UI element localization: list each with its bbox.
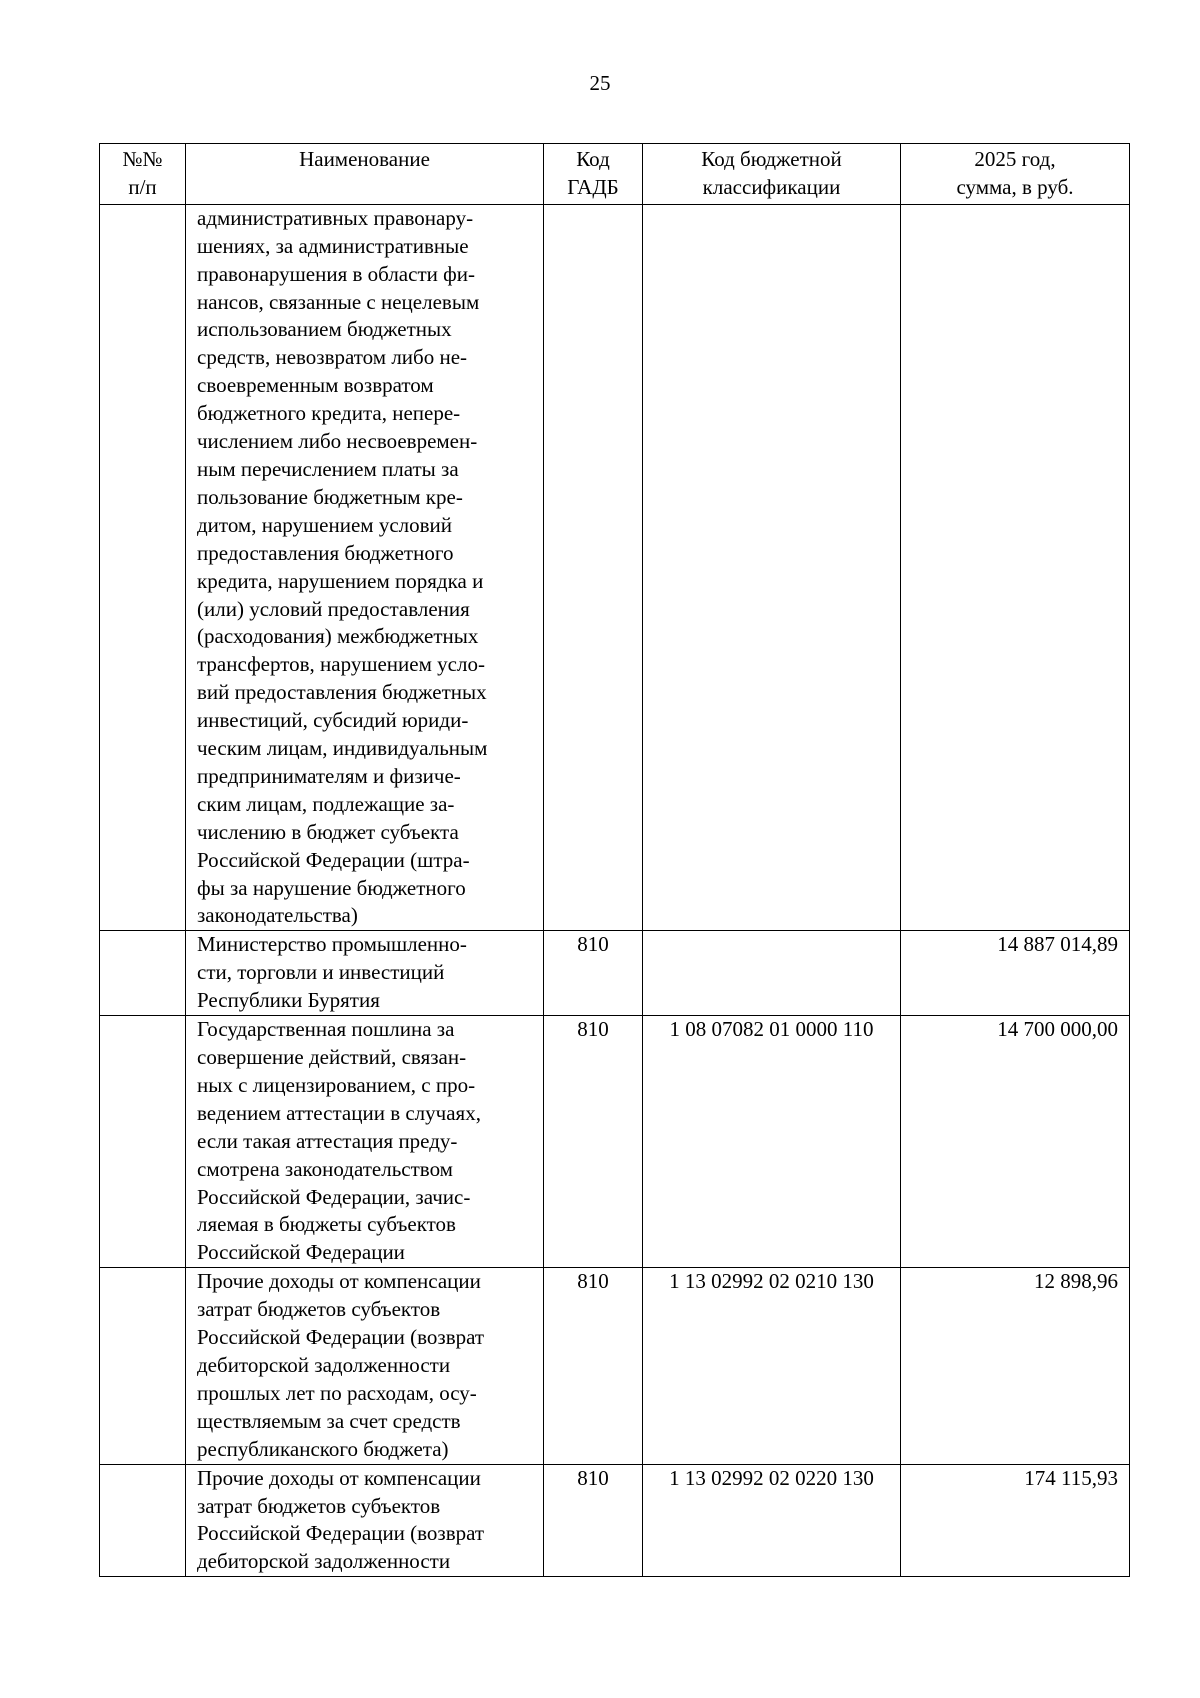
name-line: ческим лицам, индивидуальным (197, 736, 488, 761)
header-name (186, 144, 544, 205)
cell-num (100, 204, 186, 931)
header-sum-line-2: сумма, в руб. (956, 174, 1074, 199)
name-line: шениях, за административные (197, 233, 469, 258)
name-line: правонарушения в области фи- (197, 261, 475, 286)
cell-sum: 14 700 000,00 (901, 1016, 1130, 1268)
name-line: ным перечислением платы за (197, 456, 459, 481)
cell-sum (901, 204, 1130, 931)
header-kbk-line-1: Код бюджетной (701, 147, 842, 171)
table-row (100, 204, 1130, 931)
cell-name (186, 204, 544, 931)
table-row (100, 1268, 1130, 1464)
header-gadb (544, 144, 643, 205)
name-line: смотрена законодательством (197, 1156, 453, 1181)
cell-gadb (544, 204, 643, 931)
name-line: Российской Федерации (197, 1240, 405, 1265)
name-line: ляемая в бюджеты субъектов (197, 1212, 456, 1237)
table-body (100, 204, 1130, 1576)
cell-name (186, 931, 544, 1016)
name-line: Министерство промышленно- (197, 932, 467, 957)
name-line: предоставления бюджетного (197, 540, 454, 565)
name-line: предпринимателям и физиче- (197, 763, 461, 788)
cell-gadb: 810 (544, 1016, 643, 1268)
header-num-line-1: №№ (122, 147, 163, 171)
name-line: кредита, нарушением порядка и (197, 568, 484, 593)
name-line: ским лицам, подлежащие за- (197, 791, 455, 816)
name-line: ных с лицензированием, с про- (197, 1072, 476, 1097)
cell-name (186, 1464, 544, 1577)
cell-num (100, 931, 186, 1016)
name-line: числению в бюджет субъекта (197, 819, 459, 844)
name-line: пользование бюджетным кре- (197, 484, 463, 509)
cell-sum: 14 887 014,89 (901, 931, 1130, 1016)
header-num-line-2: п/п (128, 174, 157, 199)
cell-kbk (643, 204, 901, 931)
name-line: (расходования) межбюджетных (197, 624, 479, 649)
name-line: Российской Федерации, зачис- (197, 1184, 471, 1209)
header-sum-line-1: 2025 год, (974, 147, 1056, 171)
name-line: дебиторской задолженности (197, 1352, 451, 1377)
name-line: инвестиций, субсидий юриди- (197, 708, 469, 733)
cell-kbk: 1 13 02992 02 0220 130 (643, 1464, 901, 1577)
page-number: 25 (589, 71, 611, 95)
cell-sum: 174 115,93 (901, 1464, 1130, 1577)
table-row (100, 931, 1130, 1016)
cell-num (100, 1268, 186, 1464)
revenue-table (99, 143, 1130, 1577)
name-line: если такая аттестация преду- (197, 1128, 458, 1153)
table-header-row (100, 144, 1130, 205)
header-gadb-line-1: Код (576, 147, 610, 171)
name-line: своевременным возвратом (197, 373, 434, 398)
cell-name (186, 1268, 544, 1464)
name-line: трансфертов, нарушением усло- (197, 652, 485, 677)
header-kbk-line-2: классификации (702, 174, 841, 199)
name-line: Прочие доходы от компенсации (197, 1465, 481, 1490)
name-line: использованием бюджетных (197, 317, 452, 342)
name-line: вий предоставления бюджетных (197, 680, 487, 705)
name-line: Государственная пошлина за (197, 1017, 455, 1042)
cell-gadb: 810 (544, 1464, 643, 1577)
header-name-text: Наименование (299, 147, 430, 171)
name-line: Республики Бурятия (197, 988, 380, 1013)
name-line: сти, торговли и инвестиций (197, 960, 445, 985)
name-line: Российской Федерации (штра- (197, 847, 470, 872)
header-kbk (643, 144, 901, 205)
cell-gadb: 810 (544, 1268, 643, 1464)
header-sum (901, 144, 1130, 205)
name-line: бюджетного кредита, непере- (197, 401, 461, 426)
table-row (100, 1016, 1130, 1268)
cell-gadb: 810 (544, 931, 643, 1016)
name-line: республиканского бюджета) (197, 1436, 449, 1461)
name-line: (или) условий предоставления (197, 596, 470, 621)
cell-num (100, 1016, 186, 1268)
name-line: Прочие доходы от компенсации (197, 1269, 481, 1294)
cell-kbk: 1 08 07082 01 0000 110 (643, 1016, 901, 1268)
name-line: Российской Федерации (возврат (197, 1325, 485, 1350)
cell-num (100, 1464, 186, 1577)
cell-name (186, 1016, 544, 1268)
name-line: средств, невозвратом либо не- (197, 345, 468, 370)
name-line: прошлых лет по расходам, осу- (197, 1380, 477, 1405)
name-line: административных правонару- (197, 205, 474, 230)
table-row (100, 1464, 1130, 1577)
name-line: ществляемым за счет средств (197, 1408, 461, 1433)
cell-sum: 12 898,96 (901, 1268, 1130, 1464)
name-line: дитом, нарушением условий (197, 512, 453, 537)
name-line: законодательства) (197, 903, 358, 928)
name-line: Российской Федерации (возврат (197, 1521, 485, 1546)
name-line: ведением аттестации в случаях, (197, 1100, 481, 1125)
header-gadb-line-2: ГАДБ (567, 174, 619, 199)
header-num (100, 144, 186, 205)
name-line: числением либо несвоевремен- (197, 429, 478, 454)
name-line: затрат бюджетов субъектов (197, 1297, 441, 1322)
name-line: совершение действий, связан- (197, 1045, 467, 1069)
name-line: нансов, связанные с нецелевым (197, 289, 480, 314)
cell-kbk (643, 931, 901, 1016)
cell-kbk: 1 13 02992 02 0210 130 (643, 1268, 901, 1464)
name-line: дебиторской задолженности (197, 1549, 451, 1574)
name-line: фы за нарушение бюджетного (197, 875, 466, 900)
name-line: затрат бюджетов субъектов (197, 1493, 441, 1518)
